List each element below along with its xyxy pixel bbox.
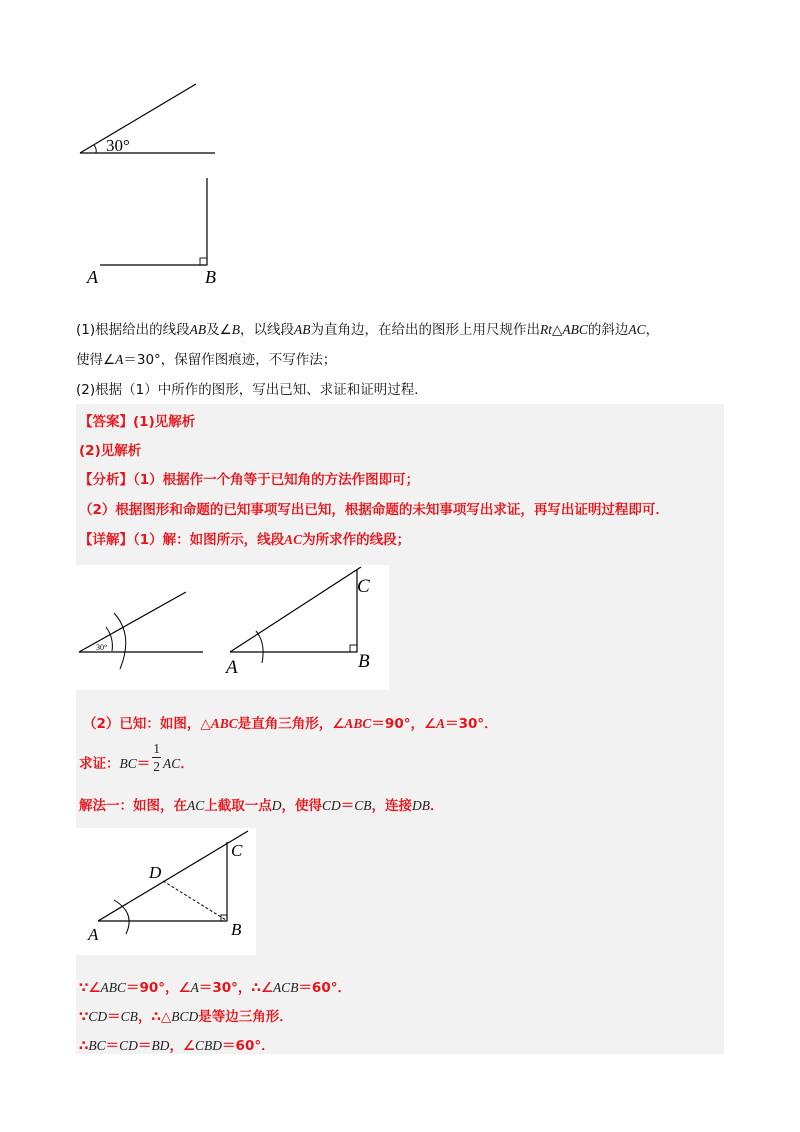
right-angle-mark-b [221,915,227,921]
given-figure [70,75,230,290]
fig2-point-b: B [231,920,242,939]
proof-step1: ∵∠ABC＝90°，∠A＝30°，∴∠ACB＝60°． [79,980,351,996]
known-line: （2）已知：如图，△ABC是直角三角形，∠ABC＝90°，∠A＝30°． [83,716,498,732]
detail-line1: 【详解】（1）解：如图所示，线段AC为所求作的线段； [79,532,411,548]
answer-line2: (2)见解析 [79,443,142,459]
proof-step3: ∴BC＝CD＝BD，∠CBD＝60°． [79,1038,275,1054]
segment-db [163,881,226,920]
construction-figure [76,565,389,690]
question-part1-line1: (1)根据给出的线段AB及∠B，以线段AB为直角边，在给出的图形上用尺规作出Rt△ABC的斜边AC， [76,322,660,338]
question-part2: (2)根据（1）中所作的图形，写出已知、求证和证明过程． [76,382,428,398]
right-angle-mark-b [350,645,357,652]
analysis-line1: 【分析】（1）根据作一个角等于已知角的方法作图即可； [79,472,420,488]
prove-line: 求证：BC＝ $\frac{1}{2}$ AC． [79,741,194,774]
answer-line1: 【答案】(1)见解析 [79,414,196,430]
angle-label: 30° [106,136,130,155]
question-part1-line2: 使得∠A＝30°，保留作图痕迹，不写作法； [76,352,337,368]
fraction: $\frac{1}{2}$ [153,741,161,774]
construction-svg [76,565,389,690]
angle-arc [94,145,96,153]
fig1-point-a: A [226,657,238,678]
compass-arc-at-a [114,900,129,934]
analysis-line2: （2）根据图形和命题的已知事项写出已知，根据命题的未知事项写出求证，再写出证明过程即可． [79,502,669,518]
angle-ray [80,84,196,153]
fig2-point-d: D [149,863,162,882]
method-line: 解法一：如图，在AC上截取一点D，使得CD＝CB，连接DB． [79,798,444,814]
fig1-point-b: B [358,651,370,672]
equilateral-figure [76,828,256,955]
compass-arc-at-a [256,631,263,663]
small-angle-label: 30° [96,643,108,652]
fig2-point-c: C [231,841,243,860]
point-a-label: A [87,267,98,287]
fig1-point-c: C [357,576,370,597]
equilateral-svg [76,828,256,955]
fig2-point-a: A [88,925,99,944]
hypotenuse-ac [230,567,361,652]
compass-arc-big [114,613,126,669]
right-angle-mark [200,258,207,265]
proof-step2: ∵CD＝CB，∴△BCD是等边三角形． [79,1009,293,1025]
hypotenuse-ac [98,831,248,921]
point-b-label: B [205,267,216,287]
